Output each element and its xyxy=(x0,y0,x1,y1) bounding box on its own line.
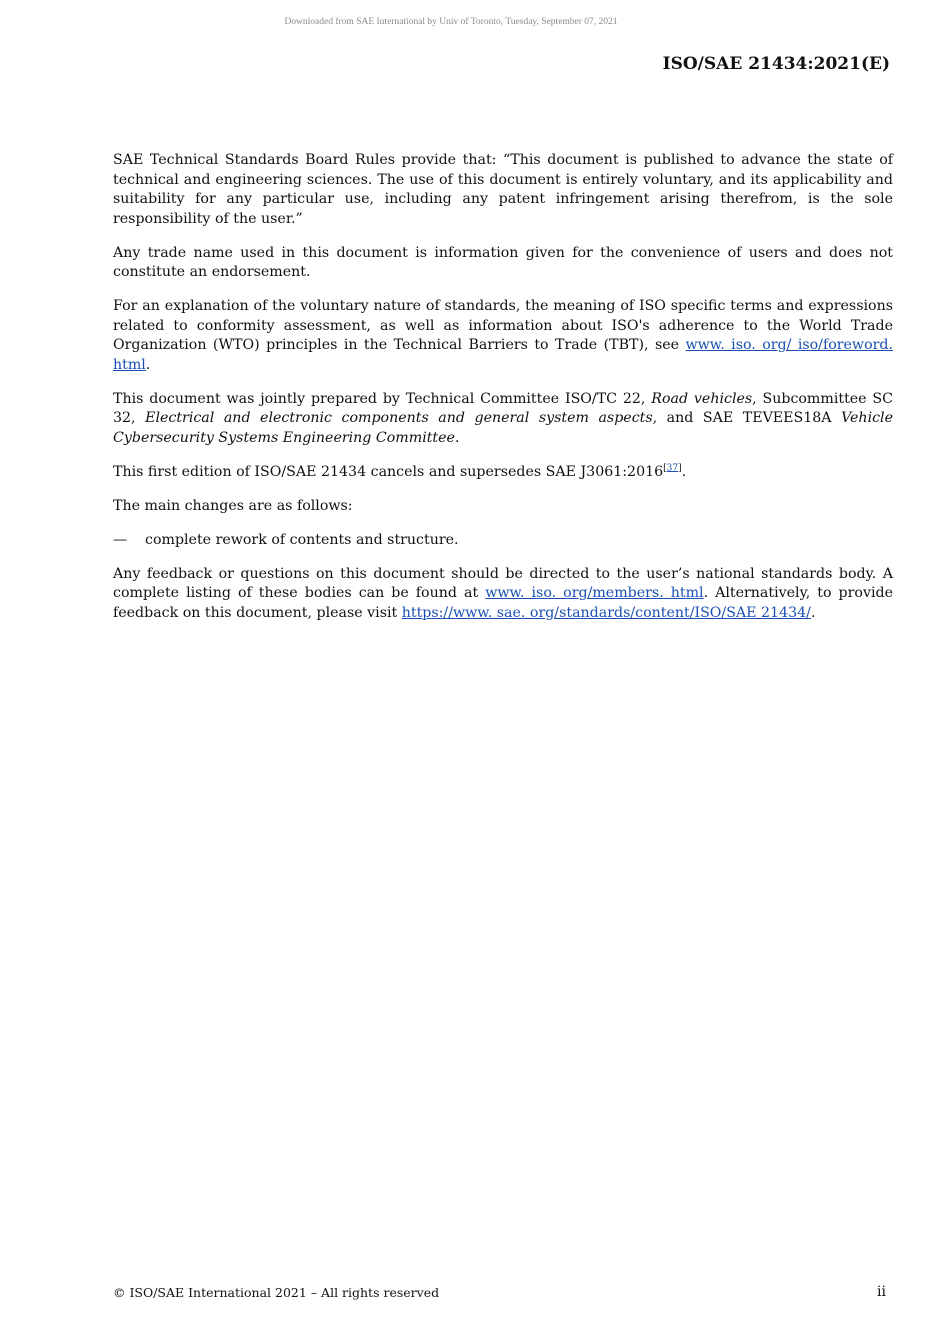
italic-subcommittee-name: Electrical and electronic components and general system aspects xyxy=(145,410,653,426)
iso-members-link[interactable]: www. iso. org/members. html xyxy=(485,585,704,601)
paragraph-text: This first edition of ISO/SAE 21434 cancels and supersedes SAE J3061:2016 xyxy=(113,463,664,480)
italic-road-vehicles: Road vehicles xyxy=(651,390,753,407)
paragraph-end: . xyxy=(810,604,816,621)
list-item xyxy=(113,531,893,551)
paragraph-text: , and SAE TEVEES18A xyxy=(652,410,842,426)
list-item-text: complete rework of contents and structure. xyxy=(145,531,459,548)
paragraph-first-edition xyxy=(113,463,893,483)
paragraph-sae-rules: SAE Technical Standards Board Rules provide that: “This document is published to advance the state of technical and engineering sciences. The use of this document is entirely voluntary, and its applicability and suitability for any particular use, including any patent infringement arising therefrom, is the sole responsibility of the user.” xyxy=(113,152,893,227)
paragraph-end: . xyxy=(454,429,460,446)
paragraph-trade-name: Any trade name used in this document is information given for the convenience of users and does not constitute an endorsement. xyxy=(113,244,893,280)
paragraph-end: . xyxy=(681,463,687,480)
sae-standards-link[interactable]: https://www. sae. org/standards/content/ISO/SAE 21434/ xyxy=(401,604,811,621)
paragraph-main-changes: The main changes are as follows: xyxy=(113,497,353,514)
copyright-footer: © ISO/SAE International 2021 – All rights reserved xyxy=(113,1285,440,1300)
reference-link[interactable]: 37 xyxy=(666,462,679,473)
em-dash-bullet: — xyxy=(113,531,128,548)
paragraph-feedback xyxy=(113,565,893,624)
reference-superscript: [37] xyxy=(663,462,682,473)
paragraph-text: This document was jointly prepared by Technical Committee ISO/TC 22, xyxy=(113,390,652,407)
paragraph-committee xyxy=(113,390,893,449)
page-number: ii xyxy=(877,1284,886,1300)
download-watermark: Downloaded from SAE International by Univ of Toronto, Tuesday, September 07, 2021 xyxy=(284,17,618,27)
foreword-content xyxy=(113,151,893,638)
paragraph-end: . xyxy=(145,356,151,373)
paragraph-text: , Subcommittee SC 32, xyxy=(113,390,893,426)
iso-foreword-link[interactable]: www. iso. org/ iso/foreword. html xyxy=(113,337,893,373)
italic-sae-committee-name: Vehicle Cybersecurity Systems Engineering Committee xyxy=(113,410,893,446)
document-id-header: ISO/SAE 21434:2021(E) xyxy=(662,54,890,74)
paragraph-text: For an explanation of the voluntary nature of standards, the meaning of ISO specific terms and expressions related to conformity assessment, as well as information about ISO's adherence to the World Trade Organization (WTO) principles in the Technical Barriers to Trade (TBT), see xyxy=(113,298,893,353)
paragraph-text: Any feedback or questions on this document should be directed to the user’s national standards body. A complete listing of these bodies can be found at xyxy=(113,565,893,601)
paragraph-voluntary-nature xyxy=(113,297,893,375)
paragraph-text: . Alternatively, to provide feedback on this document, please visit xyxy=(113,585,893,621)
